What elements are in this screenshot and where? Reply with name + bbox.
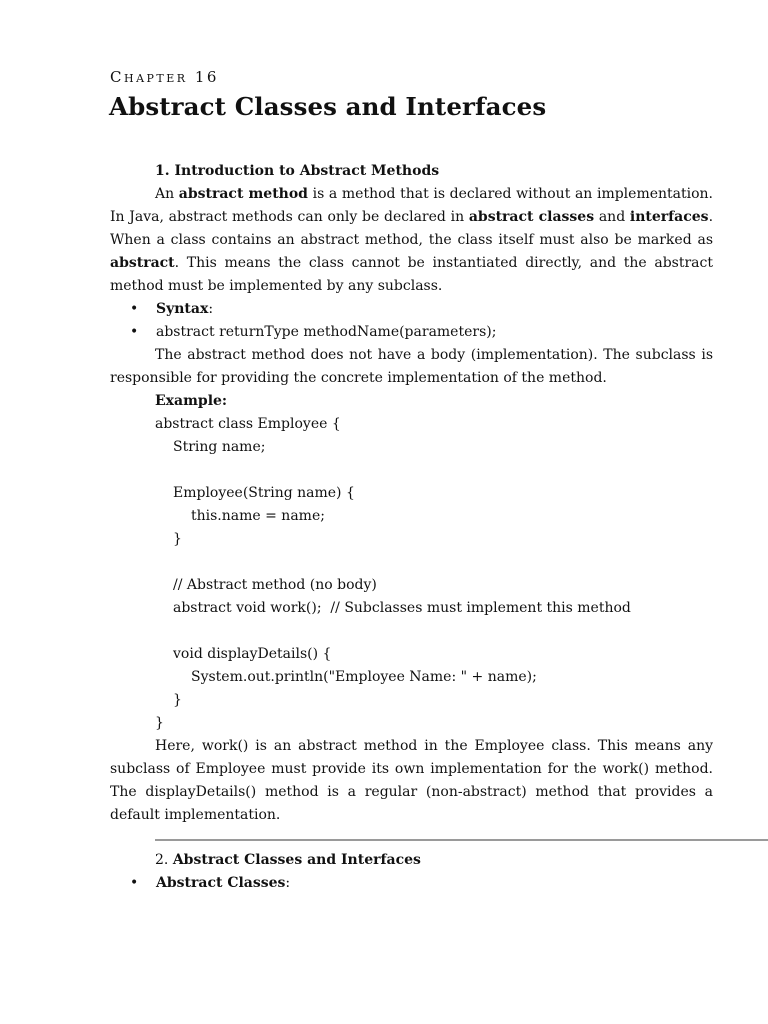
abstract-classes-colon: : xyxy=(285,875,291,891)
intro-bold-abstract-classes: abstract classes xyxy=(468,209,595,225)
code-blank-line xyxy=(110,459,713,482)
intro-paragraph xyxy=(110,183,713,298)
syntax-code: abstract returnType methodName(parameters); xyxy=(156,324,497,340)
code-line: String name; xyxy=(173,439,266,455)
intro-bold-abstract-method: abstract method xyxy=(178,186,308,202)
intro-text-2: is a method that is declared without an implementation. In Java, abstract methods can only be declared in xyxy=(110,186,713,225)
intro-bold-interfaces: interfaces xyxy=(629,209,709,225)
code-line: System.out.println("Employee Name: " + name); xyxy=(191,669,537,685)
code-line: Employee(String name) { xyxy=(173,485,355,501)
code-line: } xyxy=(173,692,182,708)
bullet-icon: • xyxy=(130,875,139,891)
code-line: abstract class Employee { xyxy=(155,416,341,432)
chapter-title: Abstract Classes and Interfaces xyxy=(109,92,547,121)
section-2-number: 2. xyxy=(155,852,173,868)
intro-bold-abstract: abstract xyxy=(110,255,175,271)
syntax-label: Syntax xyxy=(156,301,209,317)
bullet-icon: • xyxy=(130,301,139,317)
intro-text-5: . This means the class cannot be instantiated directly, and the abstract method must be implemented by any subclass. xyxy=(110,255,713,294)
intro-text-3: and xyxy=(594,209,630,225)
abstract-classes-label: Abstract Classes xyxy=(156,875,286,891)
code-line: // Abstract method (no body) xyxy=(173,577,377,593)
code-line: } xyxy=(173,531,182,547)
code-blank-line xyxy=(110,620,713,643)
bullet-icon: • xyxy=(130,324,139,340)
intro-text-1: An xyxy=(155,186,179,202)
code-line: } xyxy=(155,715,164,731)
section-1-heading: 1. Introduction to Abstract Methods xyxy=(155,163,440,179)
horizontal-divider xyxy=(155,839,768,841)
chapter-label: Chapter 16 xyxy=(110,68,219,86)
bullet-abstract-classes xyxy=(110,872,713,895)
section-2-heading xyxy=(110,849,713,872)
section-2-title: Abstract Classes and Interfaces xyxy=(172,852,421,868)
intro-text-4: . When a class contains an abstract method, the class itself must also be marked as xyxy=(110,209,714,248)
syntax-colon: : xyxy=(208,301,214,317)
after-syntax-paragraph: The abstract method does not have a body (implementation). The subclass is responsible for providing the concrete implementation of the method. xyxy=(110,347,713,386)
bullet-syntax-code xyxy=(110,321,713,344)
code-line: this.name = name; xyxy=(191,508,325,524)
code-blank-line xyxy=(110,551,713,574)
explanation-paragraph: Here, work() is an abstract method in the Employee class. This means any subclass of Employee must provide its own implementation for the work() method. The displayDetails() method is a regular (non-abstract) method that provides a default implementation. xyxy=(110,738,713,823)
bullet-syntax xyxy=(110,298,713,321)
code-line: abstract void work(); // Subclasses must implement this method xyxy=(173,600,631,616)
example-label: Example: xyxy=(155,393,228,409)
body-text xyxy=(110,160,713,895)
code-line: void displayDetails() { xyxy=(173,646,332,662)
